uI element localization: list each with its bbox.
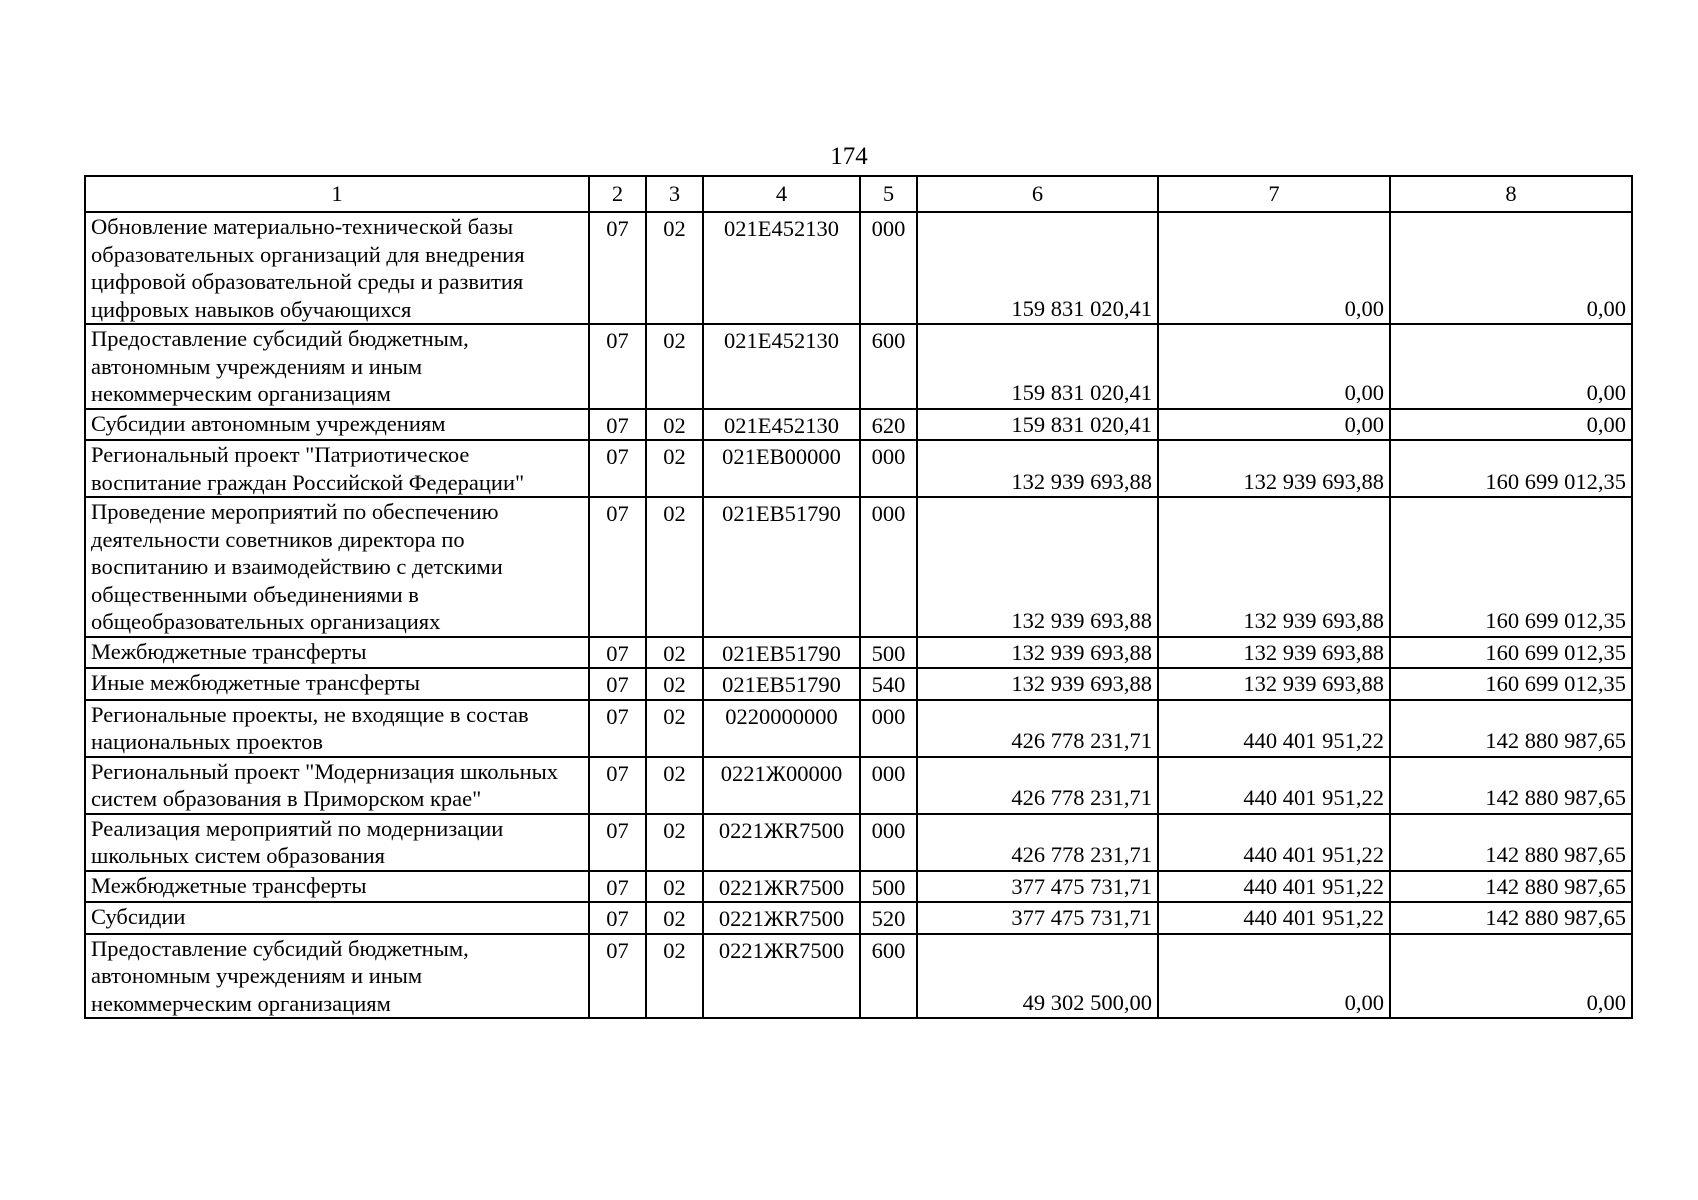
table-row [85,324,1632,409]
row-amount-7: 0,00 [1158,409,1390,441]
budget-table [84,175,1633,1019]
row-target-article: 021E452130 [703,409,860,441]
row-amount-6: 426 778 231,71 [917,814,1158,871]
row-amount-6: 49 302 500,00 [917,934,1158,1019]
row-name: Реализация мероприятий по модернизации школьных систем образования [85,814,589,871]
table-row [85,700,1632,757]
row-subsection: 02 [646,497,703,637]
header-cell-5: 5 [860,176,917,212]
row-subsection: 02 [646,324,703,409]
row-name: Иные межбюджетные трансферты [85,668,589,700]
table-row [85,409,1632,441]
row-amount-7: 132 939 693,88 [1158,440,1390,497]
row-section: 07 [589,757,646,814]
row-target-article: 0221ЖR7500 [703,934,860,1019]
table-row [85,212,1632,324]
row-subsection: 02 [646,934,703,1019]
row-amount-8: 0,00 [1390,934,1632,1019]
row-target-article: 0220000000 [703,700,860,757]
row-expense-type: 600 [860,324,917,409]
row-amount-8: 160 699 012,35 [1390,497,1632,637]
row-amount-7: 132 939 693,88 [1158,497,1390,637]
row-target-article: 021EB51790 [703,637,860,669]
row-target-article: 0221ЖR7500 [703,814,860,871]
header-cell-8: 8 [1390,176,1632,212]
table-row [85,902,1632,934]
row-section: 07 [589,934,646,1019]
header-row [85,176,1632,212]
row-amount-8: 142 880 987,65 [1390,871,1632,903]
row-amount-6: 132 939 693,88 [917,497,1158,637]
header-cell-7: 7 [1158,176,1390,212]
row-section: 07 [589,497,646,637]
row-amount-7: 0,00 [1158,212,1390,324]
row-subsection: 02 [646,409,703,441]
row-amount-8: 0,00 [1390,409,1632,441]
table-row [85,668,1632,700]
row-target-article: 021EB51790 [703,668,860,700]
row-amount-8: 160 699 012,35 [1390,440,1632,497]
table-row [85,497,1632,637]
row-amount-7: 440 401 951,22 [1158,700,1390,757]
row-section: 07 [589,440,646,497]
page-number: 174 [830,143,868,170]
row-expense-type: 540 [860,668,917,700]
row-section: 07 [589,871,646,903]
row-expense-type: 000 [860,757,917,814]
row-amount-6: 377 475 731,71 [917,871,1158,903]
row-target-article: 0221ЖR7500 [703,902,860,934]
row-amount-7: 440 401 951,22 [1158,902,1390,934]
row-target-article: 021EB00000 [703,440,860,497]
row-amount-7: 0,00 [1158,934,1390,1019]
row-amount-8: 160 699 012,35 [1390,668,1632,700]
header-cell-2: 2 [589,176,646,212]
row-amount-7: 132 939 693,88 [1158,668,1390,700]
row-amount-6: 426 778 231,71 [917,700,1158,757]
row-amount-7: 440 401 951,22 [1158,814,1390,871]
row-amount-7: 0,00 [1158,324,1390,409]
row-name: Предоставление субсидий бюджетным, автономным учреждениям и иным некоммерческим организациям [85,324,589,409]
row-section: 07 [589,700,646,757]
row-expense-type: 000 [860,212,917,324]
row-expense-type: 000 [860,700,917,757]
row-section: 07 [589,409,646,441]
table-row [85,757,1632,814]
row-subsection: 02 [646,757,703,814]
row-amount-6: 426 778 231,71 [917,757,1158,814]
row-amount-8: 142 880 987,65 [1390,814,1632,871]
row-name: Обновление материально-технической базы образовательных организаций для внедрения цифровой образовательной среды и развития цифровых навыков обучающихся [85,212,589,324]
table-row [85,934,1632,1019]
row-section: 07 [589,637,646,669]
row-target-article: 021EB51790 [703,497,860,637]
row-subsection: 02 [646,700,703,757]
row-expense-type: 000 [860,440,917,497]
row-subsection: 02 [646,814,703,871]
row-amount-7: 440 401 951,22 [1158,871,1390,903]
table-row [85,440,1632,497]
row-subsection: 02 [646,902,703,934]
row-subsection: 02 [646,871,703,903]
row-subsection: 02 [646,668,703,700]
table-row [85,871,1632,903]
row-expense-type: 000 [860,497,917,637]
row-amount-6: 159 831 020,41 [917,212,1158,324]
row-amount-6: 132 939 693,88 [917,637,1158,669]
header-cell-6: 6 [917,176,1158,212]
row-name: Субсидии автономным учреждениям [85,409,589,441]
row-target-article: 0221ЖR7500 [703,871,860,903]
row-section: 07 [589,212,646,324]
row-amount-8: 142 880 987,65 [1390,902,1632,934]
row-expense-type: 520 [860,902,917,934]
table-row [85,637,1632,669]
row-expense-type: 000 [860,814,917,871]
row-name: Региональный проект "Патриотическое воспитание граждан Российской Федерации" [85,440,589,497]
row-amount-6: 159 831 020,41 [917,324,1158,409]
row-target-article: 021E452130 [703,212,860,324]
table-row [85,814,1632,871]
row-amount-6: 132 939 693,88 [917,668,1158,700]
row-name: Межбюджетные трансферты [85,637,589,669]
row-name: Региональный проект "Модернизация школьных систем образования в Приморском крае" [85,757,589,814]
row-amount-7: 440 401 951,22 [1158,757,1390,814]
row-expense-type: 500 [860,637,917,669]
row-section: 07 [589,902,646,934]
row-amount-6: 159 831 020,41 [917,409,1158,441]
row-expense-type: 620 [860,409,917,441]
row-amount-8: 0,00 [1390,324,1632,409]
header-cell-3: 3 [646,176,703,212]
row-section: 07 [589,324,646,409]
row-name: Межбюджетные трансферты [85,871,589,903]
row-name: Региональные проекты, не входящие в состав национальных проектов [85,700,589,757]
row-section: 07 [589,668,646,700]
row-amount-8: 142 880 987,65 [1390,700,1632,757]
header-cell-1: 1 [85,176,589,212]
row-subsection: 02 [646,212,703,324]
table-body [85,176,1632,1018]
row-section: 07 [589,814,646,871]
row-expense-type: 600 [860,934,917,1019]
row-amount-6: 132 939 693,88 [917,440,1158,497]
row-target-article: 0221Ж00000 [703,757,860,814]
header-cell-4: 4 [703,176,860,212]
row-subsection: 02 [646,637,703,669]
row-amount-6: 377 475 731,71 [917,902,1158,934]
row-expense-type: 500 [860,871,917,903]
row-name: Проведение мероприятий по обеспечению деятельности советников директора по воспитанию и взаимодействию с детскими общественными объединениями в общеобразовательных организациях [85,497,589,637]
row-target-article: 021E452130 [703,324,860,409]
row-amount-8: 142 880 987,65 [1390,757,1632,814]
row-amount-7: 132 939 693,88 [1158,637,1390,669]
row-amount-8: 0,00 [1390,212,1632,324]
row-amount-8: 160 699 012,35 [1390,637,1632,669]
row-subsection: 02 [646,440,703,497]
row-name: Предоставление субсидий бюджетным, автономным учреждениям и иным некоммерческим организациям [85,934,589,1019]
row-name: Субсидии [85,902,589,934]
